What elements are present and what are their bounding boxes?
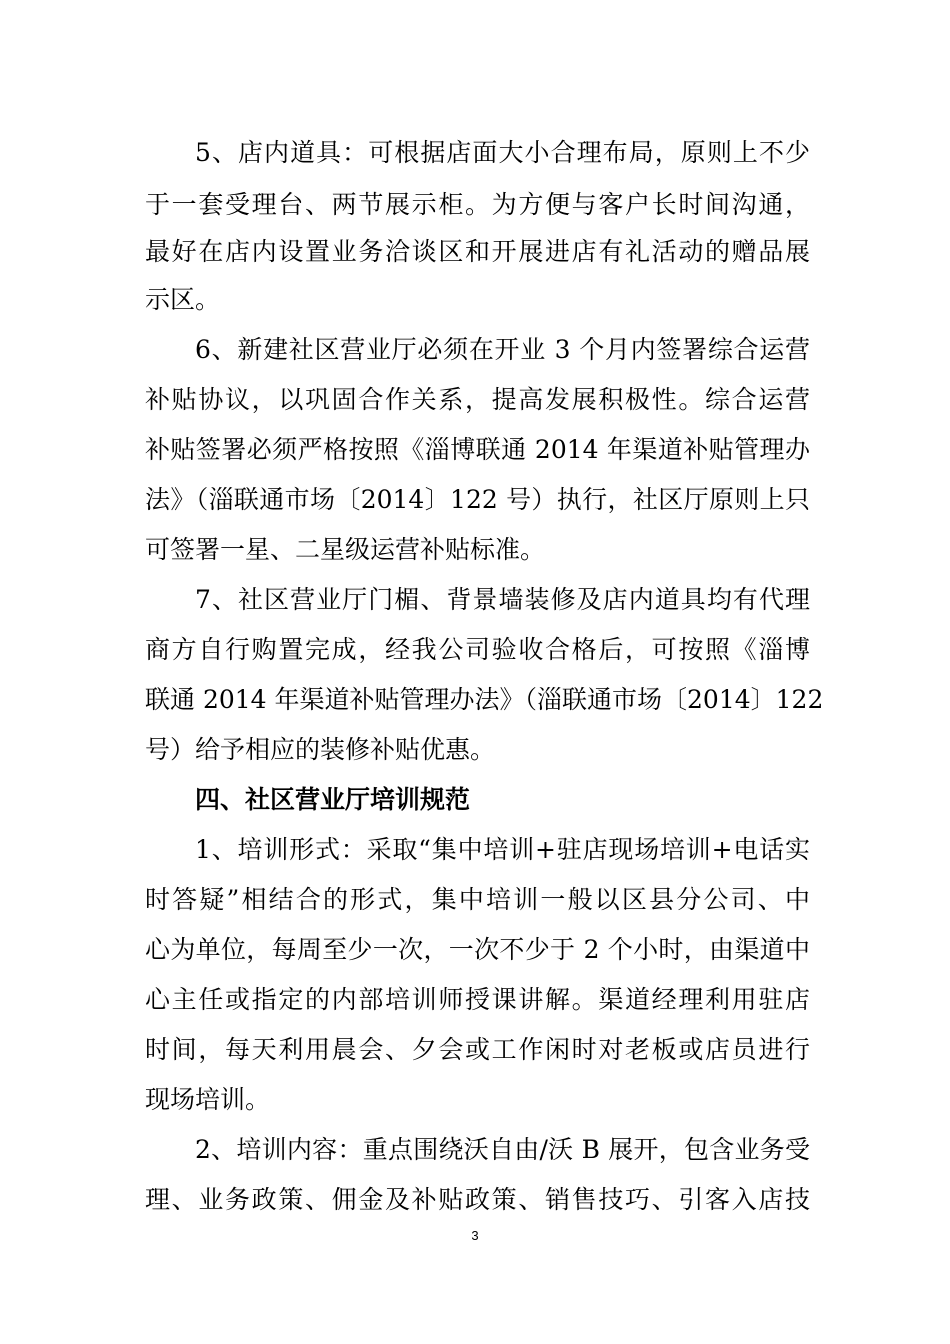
paragraph-6-line-2: 补贴协议，以巩固合作关系，提高发展积极性。综合运营 — [145, 385, 810, 414]
training-1-line-1: 1、培训形式：采取“集中培训+驻店现场培训+电话实 — [195, 835, 810, 864]
training-1-line-6: 现场培训。 — [145, 1085, 271, 1114]
training-1-line-4: 心主任或指定的内部培训师授课讲解。渠道经理利用驻店 — [145, 985, 810, 1014]
paragraph-7-line-2: 商方自行购置完成，经我公司验收合格后，可按照《淄博 — [145, 635, 810, 664]
paragraph-6-line-4: 法》（淄联通市场〔2014〕122 号）执行，社区厅原则上只 — [145, 485, 810, 514]
training-1-line-5: 时间，每天利用晨会、夕会或工作闲时对老板或店员进行 — [145, 1035, 810, 1064]
training-1-line-2: 时答疑”相结合的形式，集中培训一般以区县分公司、中 — [145, 885, 810, 914]
section-heading-4: 四、社区营业厅培训规范 — [195, 785, 471, 814]
paragraph-5-line-3: 最好在店内设置业务洽谈区和开展进店有礼活动的赠品展 — [145, 237, 810, 266]
paragraph-5-line-4: 示区。 — [145, 285, 221, 314]
paragraph-5-line-2: 于一套受理台、两节展示柜。为方便与客户长时间沟通， — [145, 190, 810, 219]
training-2-line-2: 理、业务政策、佣金及补贴政策、销售技巧、引客入店技 — [145, 1185, 810, 1214]
page-number: 3 — [471, 1228, 479, 1243]
training-1-line-3: 心为单位，每周至少一次，一次不少于 2 个小时，由渠道中 — [145, 935, 810, 964]
paragraph-6-line-1: 6、新建社区营业厅必须在开业 3 个月内签署综合运营 — [195, 335, 810, 364]
paragraph-6-line-3: 补贴签署必须严格按照《淄博联通 2014 年渠道补贴管理办 — [145, 435, 810, 464]
paragraph-7-line-3: 联通 2014 年渠道补贴管理办法》（淄联通市场〔2014〕122 — [145, 685, 824, 714]
paragraph-6-line-5: 可签署一星、二星级运营补贴标准。 — [145, 535, 546, 564]
training-2-line-1: 2、培训内容：重点围绕沃自由/沃 B 展开，包含业务受 — [195, 1135, 810, 1164]
paragraph-7-line-1: 7、社区营业厅门楣、背景墙装修及店内道具均有代理 — [195, 585, 810, 614]
paragraph-5-line-1: 5、店内道具：可根据店面大小合理布局，原则上不少 — [195, 138, 810, 167]
paragraph-7-line-4: 号）给予相应的装修补贴优惠。 — [145, 735, 496, 764]
